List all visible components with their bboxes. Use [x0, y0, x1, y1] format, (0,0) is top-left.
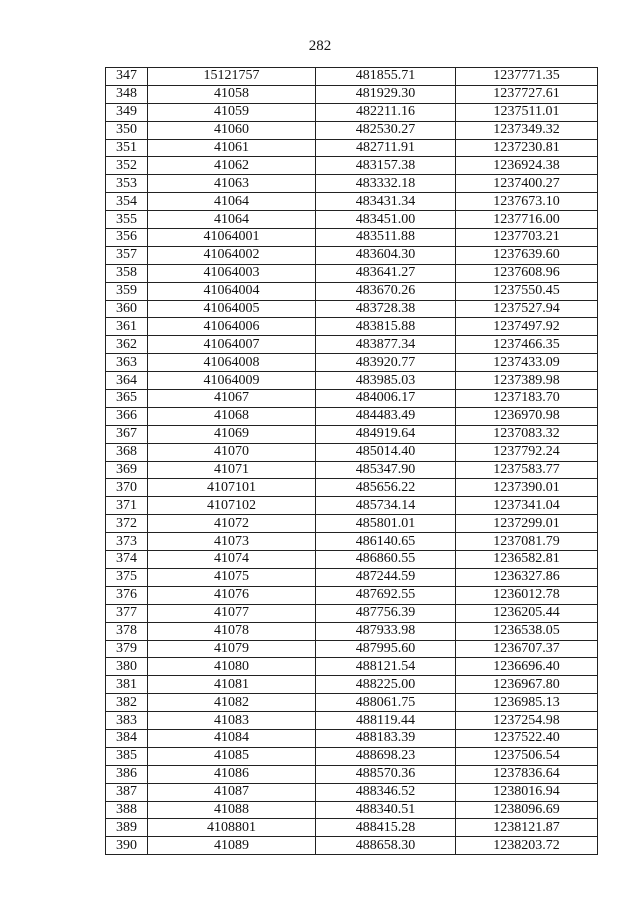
- point-id-cell: 41075: [148, 568, 316, 586]
- point-id-cell: 41070: [148, 443, 316, 461]
- y-coordinate-cell: 1237400.27: [456, 175, 598, 193]
- y-coordinate-cell: 1236707.37: [456, 640, 598, 658]
- point-id-cell: 41073: [148, 533, 316, 551]
- x-coordinate-cell: 483511.88: [316, 229, 456, 247]
- point-id-cell: 41064: [148, 211, 316, 229]
- y-coordinate-cell: 1237511.01: [456, 103, 598, 121]
- x-coordinate-cell: 488121.54: [316, 658, 456, 676]
- y-coordinate-cell: 1236967.80: [456, 676, 598, 694]
- point-id-cell: 41064008: [148, 354, 316, 372]
- x-coordinate-cell: 484483.49: [316, 407, 456, 425]
- x-coordinate-cell: 483157.38: [316, 157, 456, 175]
- point-id-cell: 41080: [148, 658, 316, 676]
- x-coordinate-cell: 488570.36: [316, 765, 456, 783]
- table-row: [106, 765, 598, 783]
- row-number-cell: 355: [106, 211, 148, 229]
- table-row: [106, 121, 598, 139]
- table-row: [106, 497, 598, 515]
- table-row: [106, 729, 598, 747]
- x-coordinate-cell: 481929.30: [316, 85, 456, 103]
- y-coordinate-cell: 1236582.81: [456, 551, 598, 569]
- row-number-cell: 374: [106, 551, 148, 569]
- table-row: [106, 819, 598, 837]
- table-row: [106, 515, 598, 533]
- table-row: [106, 712, 598, 730]
- y-coordinate-cell: 1238121.87: [456, 819, 598, 837]
- table-row: [106, 68, 598, 86]
- row-number-cell: 366: [106, 407, 148, 425]
- x-coordinate-cell: 488119.44: [316, 712, 456, 730]
- x-coordinate-cell: 483815.88: [316, 318, 456, 336]
- y-coordinate-cell: 1236327.86: [456, 568, 598, 586]
- x-coordinate-cell: 488225.00: [316, 676, 456, 694]
- x-coordinate-cell: 486860.55: [316, 551, 456, 569]
- point-id-cell: 41058: [148, 85, 316, 103]
- point-id-cell: 41062: [148, 157, 316, 175]
- point-id-cell: 41089: [148, 837, 316, 855]
- table-row: [106, 157, 598, 175]
- row-number-cell: 382: [106, 694, 148, 712]
- point-id-cell: 41087: [148, 783, 316, 801]
- point-id-cell: 41086: [148, 765, 316, 783]
- y-coordinate-cell: 1236970.98: [456, 407, 598, 425]
- row-number-cell: 384: [106, 729, 148, 747]
- x-coordinate-cell: 488658.30: [316, 837, 456, 855]
- x-coordinate-cell: 488346.52: [316, 783, 456, 801]
- point-id-cell: 41064005: [148, 300, 316, 318]
- row-number-cell: 354: [106, 193, 148, 211]
- row-number-cell: 349: [106, 103, 148, 121]
- row-number-cell: 362: [106, 336, 148, 354]
- y-coordinate-cell: 1237527.94: [456, 300, 598, 318]
- table-row: [106, 85, 598, 103]
- row-number-cell: 376: [106, 586, 148, 604]
- x-coordinate-cell: 488698.23: [316, 747, 456, 765]
- row-number-cell: 383: [106, 712, 148, 730]
- y-coordinate-cell: 1237299.01: [456, 515, 598, 533]
- x-coordinate-cell: 483920.77: [316, 354, 456, 372]
- x-coordinate-cell: 482211.16: [316, 103, 456, 121]
- point-id-cell: 41069: [148, 425, 316, 443]
- point-id-cell: 4107102: [148, 497, 316, 515]
- y-coordinate-cell: 1237254.98: [456, 712, 598, 730]
- row-number-cell: 360: [106, 300, 148, 318]
- point-id-cell: 41067: [148, 390, 316, 408]
- point-id-cell: 41060: [148, 121, 316, 139]
- row-number-cell: 347: [106, 68, 148, 86]
- table-row: [106, 747, 598, 765]
- x-coordinate-cell: 485014.40: [316, 443, 456, 461]
- table-row: [106, 175, 598, 193]
- y-coordinate-cell: 1237433.09: [456, 354, 598, 372]
- y-coordinate-cell: 1237550.45: [456, 282, 598, 300]
- row-number-cell: 359: [106, 282, 148, 300]
- point-id-cell: 41084: [148, 729, 316, 747]
- coordinates-table-body: [106, 68, 598, 855]
- x-coordinate-cell: 488183.39: [316, 729, 456, 747]
- x-coordinate-cell: 487995.60: [316, 640, 456, 658]
- point-id-cell: 41079: [148, 640, 316, 658]
- point-id-cell: 41064: [148, 193, 316, 211]
- table-row: [106, 354, 598, 372]
- row-number-cell: 390: [106, 837, 148, 855]
- point-id-cell: 41083: [148, 712, 316, 730]
- point-id-cell: 41088: [148, 801, 316, 819]
- row-number-cell: 373: [106, 533, 148, 551]
- x-coordinate-cell: 483670.26: [316, 282, 456, 300]
- x-coordinate-cell: 487933.98: [316, 622, 456, 640]
- point-id-cell: 41074: [148, 551, 316, 569]
- x-coordinate-cell: 483332.18: [316, 175, 456, 193]
- table-row: [106, 211, 598, 229]
- table-row: [106, 318, 598, 336]
- row-number-cell: 352: [106, 157, 148, 175]
- coordinates-table: [105, 67, 598, 855]
- row-number-cell: 372: [106, 515, 148, 533]
- y-coordinate-cell: 1237673.10: [456, 193, 598, 211]
- table-row: [106, 586, 598, 604]
- y-coordinate-cell: 1238016.94: [456, 783, 598, 801]
- table-row: [106, 801, 598, 819]
- point-id-cell: 41076: [148, 586, 316, 604]
- table-row: [106, 479, 598, 497]
- row-number-cell: 367: [106, 425, 148, 443]
- table-row: [106, 407, 598, 425]
- table-row: [106, 390, 598, 408]
- point-id-cell: 15121757: [148, 68, 316, 86]
- y-coordinate-cell: 1237497.92: [456, 318, 598, 336]
- row-number-cell: 351: [106, 139, 148, 157]
- row-number-cell: 369: [106, 461, 148, 479]
- table-row: [106, 300, 598, 318]
- table-row: [106, 443, 598, 461]
- x-coordinate-cell: 482530.27: [316, 121, 456, 139]
- y-coordinate-cell: 1237771.35: [456, 68, 598, 86]
- page-number: 282: [308, 38, 332, 54]
- table-row: [106, 604, 598, 622]
- point-id-cell: 41068: [148, 407, 316, 425]
- row-number-cell: 375: [106, 568, 148, 586]
- y-coordinate-cell: 1237506.54: [456, 747, 598, 765]
- row-number-cell: 364: [106, 372, 148, 390]
- y-coordinate-cell: 1237716.00: [456, 211, 598, 229]
- y-coordinate-cell: 1236924.38: [456, 157, 598, 175]
- y-coordinate-cell: 1237608.96: [456, 264, 598, 282]
- point-id-cell: 41064006: [148, 318, 316, 336]
- row-number-cell: 363: [106, 354, 148, 372]
- point-id-cell: 4107101: [148, 479, 316, 497]
- x-coordinate-cell: 487244.59: [316, 568, 456, 586]
- table-row: [106, 837, 598, 855]
- row-number-cell: 358: [106, 264, 148, 282]
- row-number-cell: 350: [106, 121, 148, 139]
- y-coordinate-cell: 1237466.35: [456, 336, 598, 354]
- x-coordinate-cell: 488340.51: [316, 801, 456, 819]
- row-number-cell: 357: [106, 246, 148, 264]
- x-coordinate-cell: 483431.34: [316, 193, 456, 211]
- x-coordinate-cell: 488061.75: [316, 694, 456, 712]
- row-number-cell: 356: [106, 229, 148, 247]
- x-coordinate-cell: 483451.00: [316, 211, 456, 229]
- table-row: [106, 139, 598, 157]
- row-number-cell: 389: [106, 819, 148, 837]
- table-row: [106, 264, 598, 282]
- point-id-cell: 41082: [148, 694, 316, 712]
- y-coordinate-cell: 1237792.24: [456, 443, 598, 461]
- table-row: [106, 103, 598, 121]
- x-coordinate-cell: 483604.30: [316, 246, 456, 264]
- table-row: [106, 640, 598, 658]
- table-row: [106, 783, 598, 801]
- y-coordinate-cell: 1236538.05: [456, 622, 598, 640]
- y-coordinate-cell: 1237183.70: [456, 390, 598, 408]
- row-number-cell: 388: [106, 801, 148, 819]
- row-number-cell: 348: [106, 85, 148, 103]
- table-row: [106, 694, 598, 712]
- table-row: [106, 246, 598, 264]
- x-coordinate-cell: 483985.03: [316, 372, 456, 390]
- y-coordinate-cell: 1237583.77: [456, 461, 598, 479]
- y-coordinate-cell: 1237390.01: [456, 479, 598, 497]
- x-coordinate-cell: 483728.38: [316, 300, 456, 318]
- point-id-cell: 4108801: [148, 819, 316, 837]
- point-id-cell: 41064001: [148, 229, 316, 247]
- x-coordinate-cell: 485801.01: [316, 515, 456, 533]
- table-row: [106, 336, 598, 354]
- y-coordinate-cell: 1237081.79: [456, 533, 598, 551]
- table-row: [106, 461, 598, 479]
- table-row: [106, 372, 598, 390]
- row-number-cell: 368: [106, 443, 148, 461]
- point-id-cell: 41064004: [148, 282, 316, 300]
- y-coordinate-cell: 1237703.21: [456, 229, 598, 247]
- x-coordinate-cell: 482711.91: [316, 139, 456, 157]
- point-id-cell: 41064003: [148, 264, 316, 282]
- y-coordinate-cell: 1237522.40: [456, 729, 598, 747]
- x-coordinate-cell: 487756.39: [316, 604, 456, 622]
- point-id-cell: 41072: [148, 515, 316, 533]
- point-id-cell: 41077: [148, 604, 316, 622]
- row-number-cell: 381: [106, 676, 148, 694]
- y-coordinate-cell: 1236012.78: [456, 586, 598, 604]
- row-number-cell: 380: [106, 658, 148, 676]
- table-row: [106, 551, 598, 569]
- y-coordinate-cell: 1237349.32: [456, 121, 598, 139]
- x-coordinate-cell: 485656.22: [316, 479, 456, 497]
- point-id-cell: 41071: [148, 461, 316, 479]
- y-coordinate-cell: 1236696.40: [456, 658, 598, 676]
- point-id-cell: 41059: [148, 103, 316, 121]
- y-coordinate-cell: 1236205.44: [456, 604, 598, 622]
- row-number-cell: 371: [106, 497, 148, 515]
- y-coordinate-cell: 1237389.98: [456, 372, 598, 390]
- row-number-cell: 370: [106, 479, 148, 497]
- row-number-cell: 386: [106, 765, 148, 783]
- table-row: [106, 533, 598, 551]
- x-coordinate-cell: 481855.71: [316, 68, 456, 86]
- point-id-cell: 41081: [148, 676, 316, 694]
- row-number-cell: 385: [106, 747, 148, 765]
- x-coordinate-cell: 484919.64: [316, 425, 456, 443]
- table-row: [106, 658, 598, 676]
- x-coordinate-cell: 487692.55: [316, 586, 456, 604]
- x-coordinate-cell: 484006.17: [316, 390, 456, 408]
- point-id-cell: 41064002: [148, 246, 316, 264]
- y-coordinate-cell: 1237836.64: [456, 765, 598, 783]
- table-row: [106, 282, 598, 300]
- y-coordinate-cell: 1237727.61: [456, 85, 598, 103]
- row-number-cell: 379: [106, 640, 148, 658]
- table-row: [106, 676, 598, 694]
- point-id-cell: 41063: [148, 175, 316, 193]
- row-number-cell: 353: [106, 175, 148, 193]
- row-number-cell: 378: [106, 622, 148, 640]
- x-coordinate-cell: 485734.14: [316, 497, 456, 515]
- x-coordinate-cell: 485347.90: [316, 461, 456, 479]
- y-coordinate-cell: 1237083.32: [456, 425, 598, 443]
- y-coordinate-cell: 1238096.69: [456, 801, 598, 819]
- point-id-cell: 41061: [148, 139, 316, 157]
- point-id-cell: 41078: [148, 622, 316, 640]
- table-row: [106, 193, 598, 211]
- row-number-cell: 365: [106, 390, 148, 408]
- row-number-cell: 361: [106, 318, 148, 336]
- y-coordinate-cell: 1237341.04: [456, 497, 598, 515]
- table-row: [106, 229, 598, 247]
- y-coordinate-cell: 1236985.13: [456, 694, 598, 712]
- table-row: [106, 622, 598, 640]
- y-coordinate-cell: 1238203.72: [456, 837, 598, 855]
- table-row: [106, 568, 598, 586]
- y-coordinate-cell: 1237639.60: [456, 246, 598, 264]
- point-id-cell: 41064007: [148, 336, 316, 354]
- row-number-cell: 377: [106, 604, 148, 622]
- x-coordinate-cell: 486140.65: [316, 533, 456, 551]
- x-coordinate-cell: 488415.28: [316, 819, 456, 837]
- point-id-cell: 41064009: [148, 372, 316, 390]
- y-coordinate-cell: 1237230.81: [456, 139, 598, 157]
- x-coordinate-cell: 483641.27: [316, 264, 456, 282]
- point-id-cell: 41085: [148, 747, 316, 765]
- table-row: [106, 425, 598, 443]
- x-coordinate-cell: 483877.34: [316, 336, 456, 354]
- row-number-cell: 387: [106, 783, 148, 801]
